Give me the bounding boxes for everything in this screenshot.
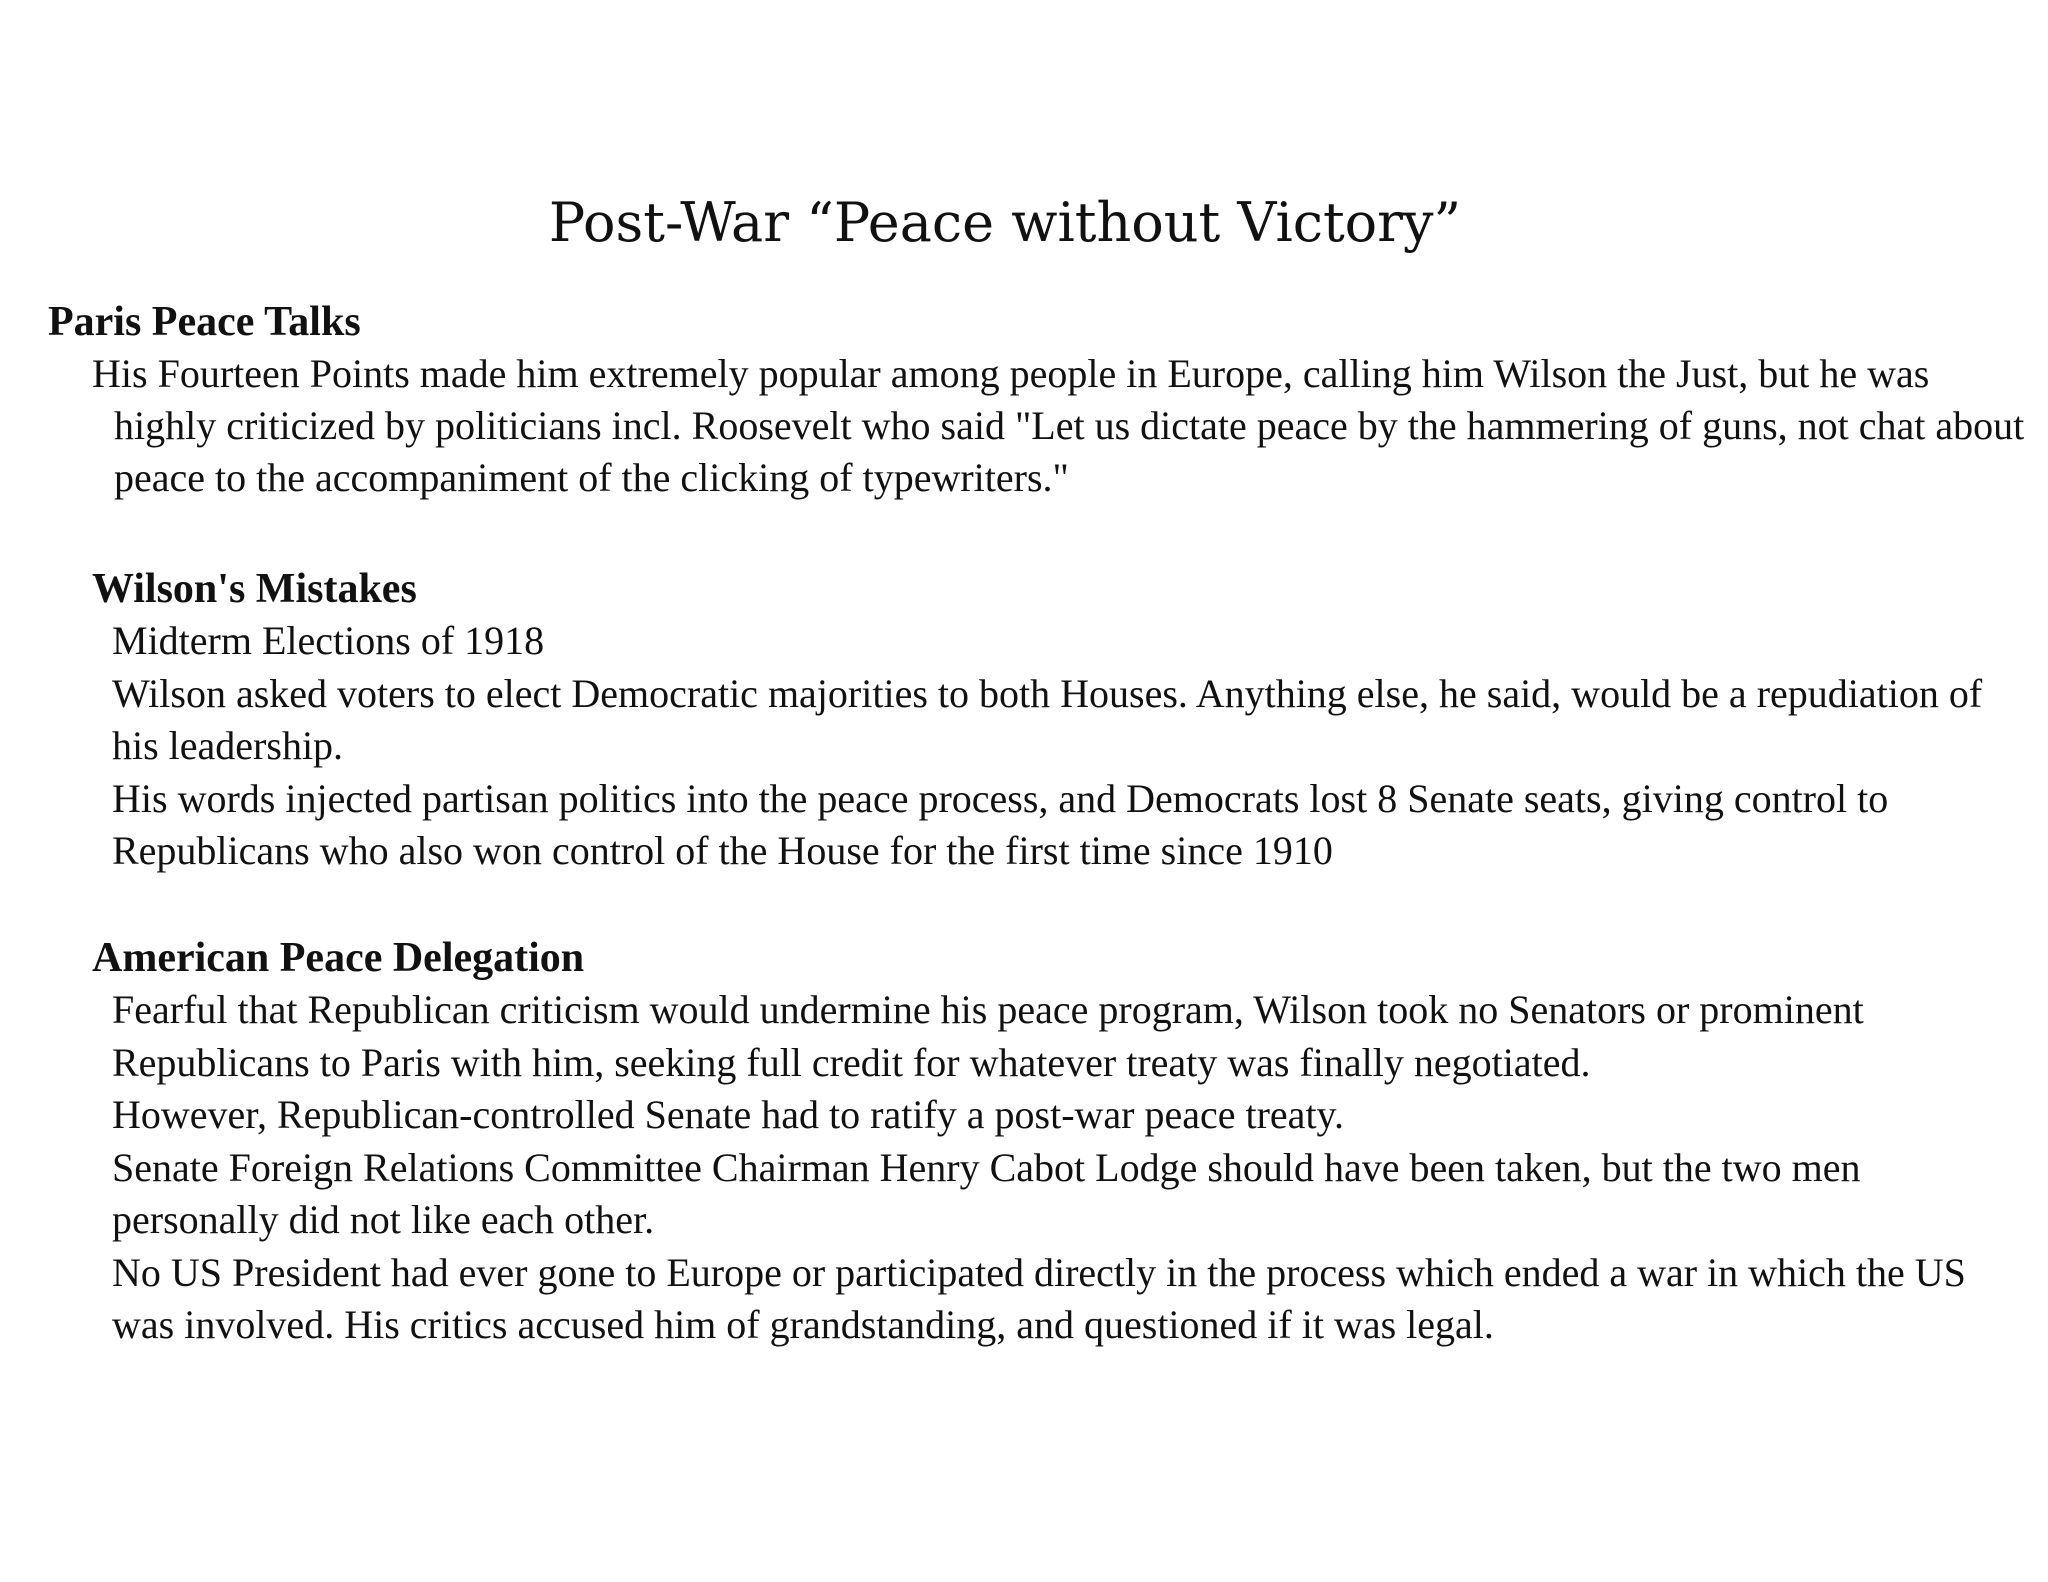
section-paragraph: Wilson asked voters to elect Democratic majorities to both Houses. Anything else, he said, would be a repudiation of his leadership. (112, 670, 1983, 768)
section-paragraph: However, Republican-controlled Senate had to ratify a post-war peace treaty. (112, 1092, 1344, 1137)
section-paris-peace-talks (48, 296, 2025, 504)
section-paragraph: His words injected partisan politics into the peace process, and Democrats lost 8 Senate seats, giving control to Republicans who also won control of the House for the first time since 1910 (112, 775, 1889, 873)
section-paragraph: No US President had ever gone to Europe or participated directly in the process which ended a war in which the US was involved. His critics accused him of grandstanding, and questioned if it was legal. (112, 1249, 1966, 1347)
section-paragraph: Senate Foreign Relations Committee Chairman Henry Cabot Lodge should have been taken, but the two men personally did not like each other. (112, 1144, 1861, 1242)
section-wilsons-mistakes (92, 563, 1992, 878)
section-heading: Paris Peace Talks (48, 299, 361, 345)
section-heading: American Peace Delegation (92, 935, 585, 981)
section-american-peace-delegation (92, 932, 1992, 1352)
section-paragraph: Midterm Elections of 1918 (112, 618, 545, 663)
page-title: Post-War “Peace without Victory” (548, 191, 1462, 254)
section-paragraph: His Fourteen Points made him extremely popular among people in Europe, calling him Wilson the Just, but he was highly criticized by politicians incl. Roosevelt who said "Let us dictate peace by the hammering of guns, not chat about peace to the accompaniment of the clicking of typewriters." (92, 351, 2025, 500)
section-heading: Wilson's Mistakes (92, 566, 417, 612)
section-paragraph: Fearful that Republican criticism would undermine his peace program, Wilson took no Senators or prominent Republicans to Paris with him, seeking full credit for whatever treaty was finally negotiated. (112, 987, 1864, 1085)
